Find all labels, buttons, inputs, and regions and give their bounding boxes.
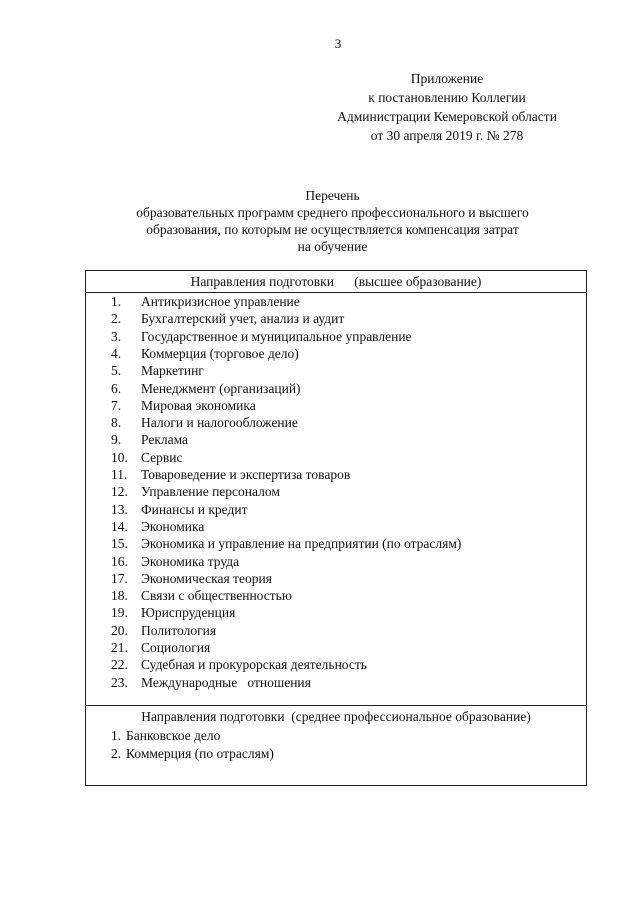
list-item: [111, 518, 581, 535]
item-text: Реклама: [141, 432, 189, 448]
item-text: Товароведение и экспертиза товаров: [141, 467, 351, 482]
list-item: [111, 639, 581, 656]
list-item: [111, 345, 581, 362]
item-number: 22.: [111, 657, 128, 673]
item-text: Международные отношения: [141, 674, 311, 690]
page-number: 3: [334, 36, 342, 51]
item-text: Антикризисное управление: [141, 294, 300, 309]
appendix-block: [312, 69, 582, 145]
item-text: Маркетинг: [141, 363, 204, 379]
item-number: 3.: [111, 328, 122, 344]
item-number: 19.: [111, 605, 128, 621]
list-item: [111, 501, 581, 518]
item-number: 2.: [111, 311, 122, 327]
item-number: 23.: [111, 674, 128, 690]
item-number: 2.: [111, 745, 122, 761]
item-number: 20.: [111, 622, 128, 638]
programs-table: [85, 270, 587, 786]
item-number: 15.: [111, 536, 128, 552]
item-text: Коммерция (торговое дело): [141, 345, 299, 361]
list-item: [111, 727, 581, 744]
appendix-line: Администрации Кемеровской области: [337, 109, 557, 124]
section-divider: [86, 705, 586, 706]
item-number: 12.: [111, 484, 128, 500]
item-text: Государственное и муниципальное управление: [141, 328, 412, 344]
list-item: [111, 745, 581, 762]
item-text: Налоги и налогообложение: [141, 415, 298, 431]
item-number: 13.: [111, 501, 128, 517]
title-line: Перечень: [305, 188, 360, 203]
list-item: [111, 535, 581, 552]
list-item: [111, 466, 581, 483]
item-number: 16.: [111, 553, 128, 569]
list-item: [111, 310, 581, 327]
item-text: Юриспруденция: [141, 605, 236, 621]
item-number: 7.: [111, 397, 122, 413]
list-item: [111, 604, 581, 621]
title-line: образования, по которым не осуществляется компенсация затрат: [146, 222, 519, 237]
list-item: [111, 431, 581, 448]
item-text: Менеджмент (организаций): [141, 380, 301, 396]
item-text: Мировая экономика: [141, 397, 256, 413]
title-line: на обучение: [297, 239, 368, 254]
item-number: 6.: [111, 380, 122, 396]
list-item: [111, 570, 581, 587]
title-line: образовательных программ среднего профессионального и высшего: [136, 205, 529, 220]
item-text: Политология: [141, 622, 217, 638]
item-text: Коммерция (по отраслям): [126, 745, 274, 761]
item-number: 1.: [111, 728, 122, 743]
item-number: 8.: [111, 415, 122, 431]
appendix-line: Приложение: [410, 71, 484, 86]
item-text: Экономика: [141, 518, 205, 534]
item-text: Экономическая теория: [141, 570, 272, 586]
item-number: 9.: [111, 432, 122, 448]
item-text: Банковское дело: [126, 728, 221, 743]
item-text: Сервис: [141, 449, 183, 465]
item-number: 4.: [111, 345, 122, 361]
document-title: [80, 187, 585, 255]
item-number: 18.: [111, 588, 128, 604]
item-text: Социология: [141, 640, 211, 655]
list-item: [111, 622, 581, 639]
list-item: [111, 656, 581, 673]
item-text: Судебная и прокурорская деятельность: [141, 657, 367, 673]
list-item: [111, 328, 581, 345]
list-item: [111, 483, 581, 500]
item-text: Бухгалтерский учет, анализ и аудит: [141, 311, 345, 327]
list-item: [111, 449, 581, 466]
item-text: Связи с общественностью: [141, 588, 292, 604]
list-item: [111, 293, 581, 310]
item-number: 17.: [111, 570, 128, 586]
list-item: [111, 362, 581, 379]
item-text: Управление персоналом: [141, 484, 280, 500]
list-item: [111, 397, 581, 414]
list-item: [111, 587, 581, 604]
item-number: 11.: [111, 467, 128, 482]
higher-education-header: Направления подготовки (высшее образование): [190, 274, 482, 289]
list-item: [111, 674, 581, 691]
item-text: Экономика и управление на предприятии (по отраслям): [141, 536, 462, 552]
item-number: 10.: [111, 449, 128, 465]
item-text: Экономика труда: [141, 553, 240, 569]
item-number: 21.: [111, 640, 128, 655]
item-number: 1.: [111, 294, 122, 309]
item-number: 14.: [111, 518, 128, 534]
list-item: [111, 380, 581, 397]
secondary-education-header: Направления подготовки (среднее профессиональное образование): [141, 709, 531, 724]
item-text: Финансы и кредит: [141, 501, 248, 517]
appendix-line: к постановлению Коллегии: [368, 90, 526, 105]
list-item: [111, 414, 581, 431]
appendix-line: от 30 апреля 2019 г. № 278: [370, 128, 524, 143]
list-item: [111, 553, 581, 570]
item-number: 5.: [111, 363, 122, 379]
